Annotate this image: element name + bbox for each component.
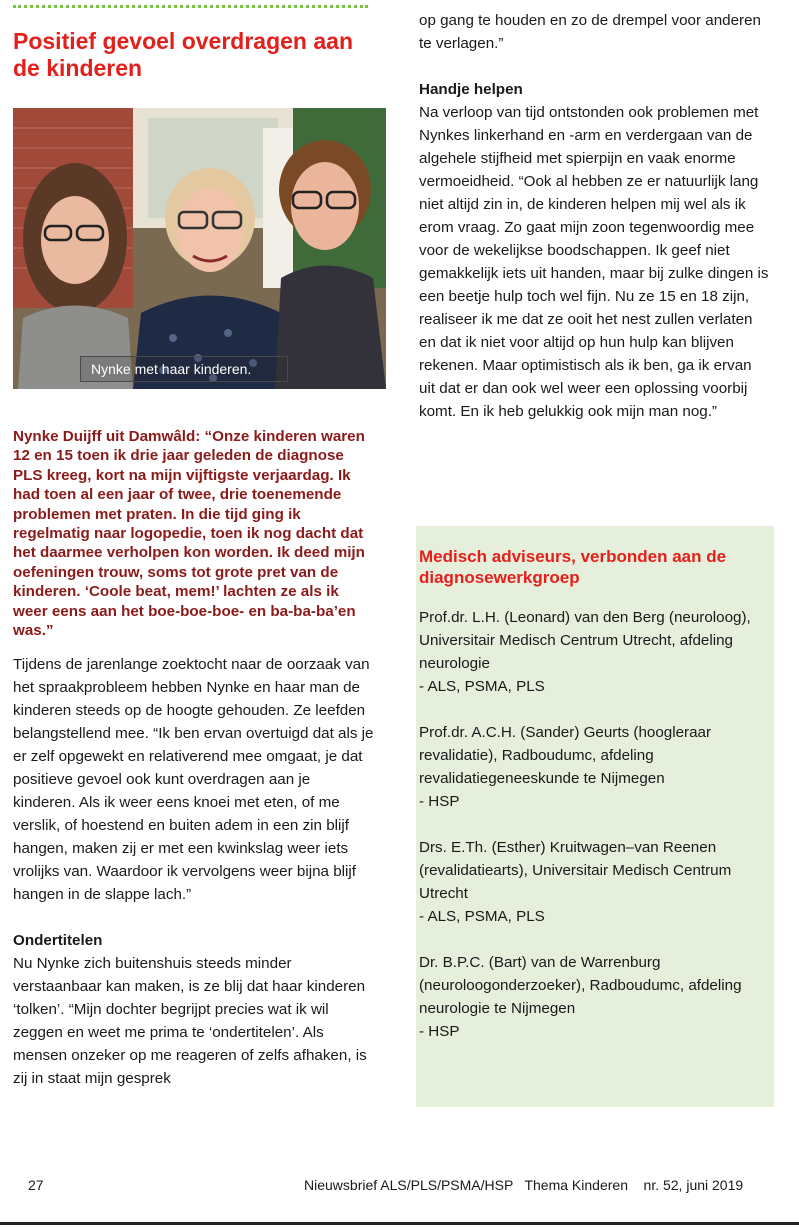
- subheading-ondertitelen: Ondertitelen: [13, 932, 103, 949]
- article-title: Positief gevoel overdragen aan de kinderen: [13, 28, 354, 81]
- adviser-tag: - HSP: [419, 1023, 460, 1040]
- adviser-tag: - ALS, PSMA, PLS: [419, 678, 545, 695]
- photo-caption: Nynke met haar kinderen.: [80, 356, 288, 382]
- paragraph-1: Tijdens de jarenlange zoektocht naar de oorzaak van het spraakprobleem hebben Nynke en haar man de kinderen steeds op de hoogte gehouden. Ze leefden belangstellend mee. “Ik ben ervan overtuigd dat als je er zelf opgewekt en relativerend mee omgaat, je dat positieve gevoel ook kunt overdragen aan je kinderen. Als ik weer eens knoei met eten, of me verslik, of hoestend en buiten adem in een zin blijf hangen, maken zij er met een kwinkslag weer iets vrolijks van. Waardoor ik vervolgens weer bijna blijf hangen in de slappe lach.”: [13, 656, 374, 903]
- top-dotted-rule: [13, 5, 368, 8]
- adviser-tag: - ALS, PSMA, PLS: [419, 908, 545, 925]
- adviser-line: Prof.dr. A.C.H. (Sander) Geurts (hoogleraar revalidatie), Radboudumc, afdeling revalidatiegeneeskunde te Nijmegen: [419, 724, 712, 787]
- right-column: [419, 9, 771, 423]
- adviser-line: Drs. E.Th. (Esther) Kruitwagen–van Reenen (revalidatiearts), Universitair Medisch Centrum Utrecht: [419, 839, 732, 902]
- adviser-entry: [419, 721, 770, 813]
- paragraph-2-continued: op gang te houden en zo de drempel voor anderen te verlagen.”: [419, 12, 761, 52]
- subheading-handje-helpen: Handje helpen: [419, 81, 523, 98]
- page-number: 27: [28, 1177, 44, 1193]
- article-lead: Nynke Duijff uit Damwâld: “Onze kinderen waren 12 en 15 toen ik drie jaar geleden de diagnose PLS kreeg, kort na mijn vijftigste verjaardag. Ik had toen al een jaar of twee, drie toenemende problemen met praten. In die tijd ging ik regelmatig naar logopedie, toen ik nog dacht dat het daarmee verholpen kon worden. Ik deed mijn oefeningen trouw, soms tot grote pret van de kinderen. ‘Coole beat, mem!’ lachten ze als ik weer eens aan het boe-boe-boe- en ba-ba-ba’en was.”: [13, 428, 365, 640]
- paragraph-3: Na verloop van tijd ontstonden ook problemen met Nynkes linkerhand en -arm en verdergaan van de algehele stijfheid met spierpijn en vaak enorme vermoeidheid. “Ook al hebben ze er natuurlijk lang niet altijd zin in, de kinderen helpen mij wel als ik erom vraag. Zo gaat mijn zoon tegenwoordig mee voor de wekelijkse boodschappen. Ik geef niet gemakkelijk iets uit handen, maar bij zulke dingen is een beetje hulp toch wel fijn. Nu ze 15 en 18 zijn, realiseer ik me dat ze ooit het nest zullen verlaten en dat ik niet voor altijd op hun hulp kan blijven rekenen. Maar optimistisch als ik ben, ga ik ervan uit dat er dan ook wel weer een oplossing voorbij komt. En ik heb gelukkig ook mijn man nog.”: [419, 104, 769, 420]
- adviser-tag: - HSP: [419, 793, 460, 810]
- publication-info: Nieuwsbrief ALS/PLS/PSMA/HSP Thema Kinderen nr. 52, juni 2019: [304, 1177, 744, 1193]
- adviser-line: Dr. B.P.C. (Bart) van de Warrenburg (neuroloogonderzoeker), Radboudumc, afdeling neurologie te Nijmegen: [419, 954, 742, 1017]
- bottom-rule: [0, 1222, 799, 1225]
- adviser-entry: [419, 606, 770, 698]
- medical-advisers-box: [416, 526, 774, 1107]
- adviser-entry: [419, 836, 770, 928]
- sidebar-title: Medisch adviseurs, verbonden aan de diagnosewerkgroep: [419, 547, 727, 587]
- family-photo: [13, 108, 386, 389]
- paragraph-2: Nu Nynke zich buitenshuis steeds minder verstaanbaar kan maken, is ze blij dat haar kinderen ‘tolken’. “Mijn dochter begrijpt precies wat ik wil zeggen en weet me prima te ‘ondertitelen’. Als mensen onzeker op me reageren of zelfs afhaken, is zij in staat mijn gesprek: [13, 955, 367, 1087]
- left-column: [13, 653, 375, 1090]
- adviser-line: Prof.dr. L.H. (Leonard) van den Berg (neuroloog),: [419, 609, 751, 626]
- adviser-entry: [419, 951, 770, 1043]
- adviser-line: Universitair Medisch Centrum Utrecht, afdeling neurologie: [419, 632, 733, 672]
